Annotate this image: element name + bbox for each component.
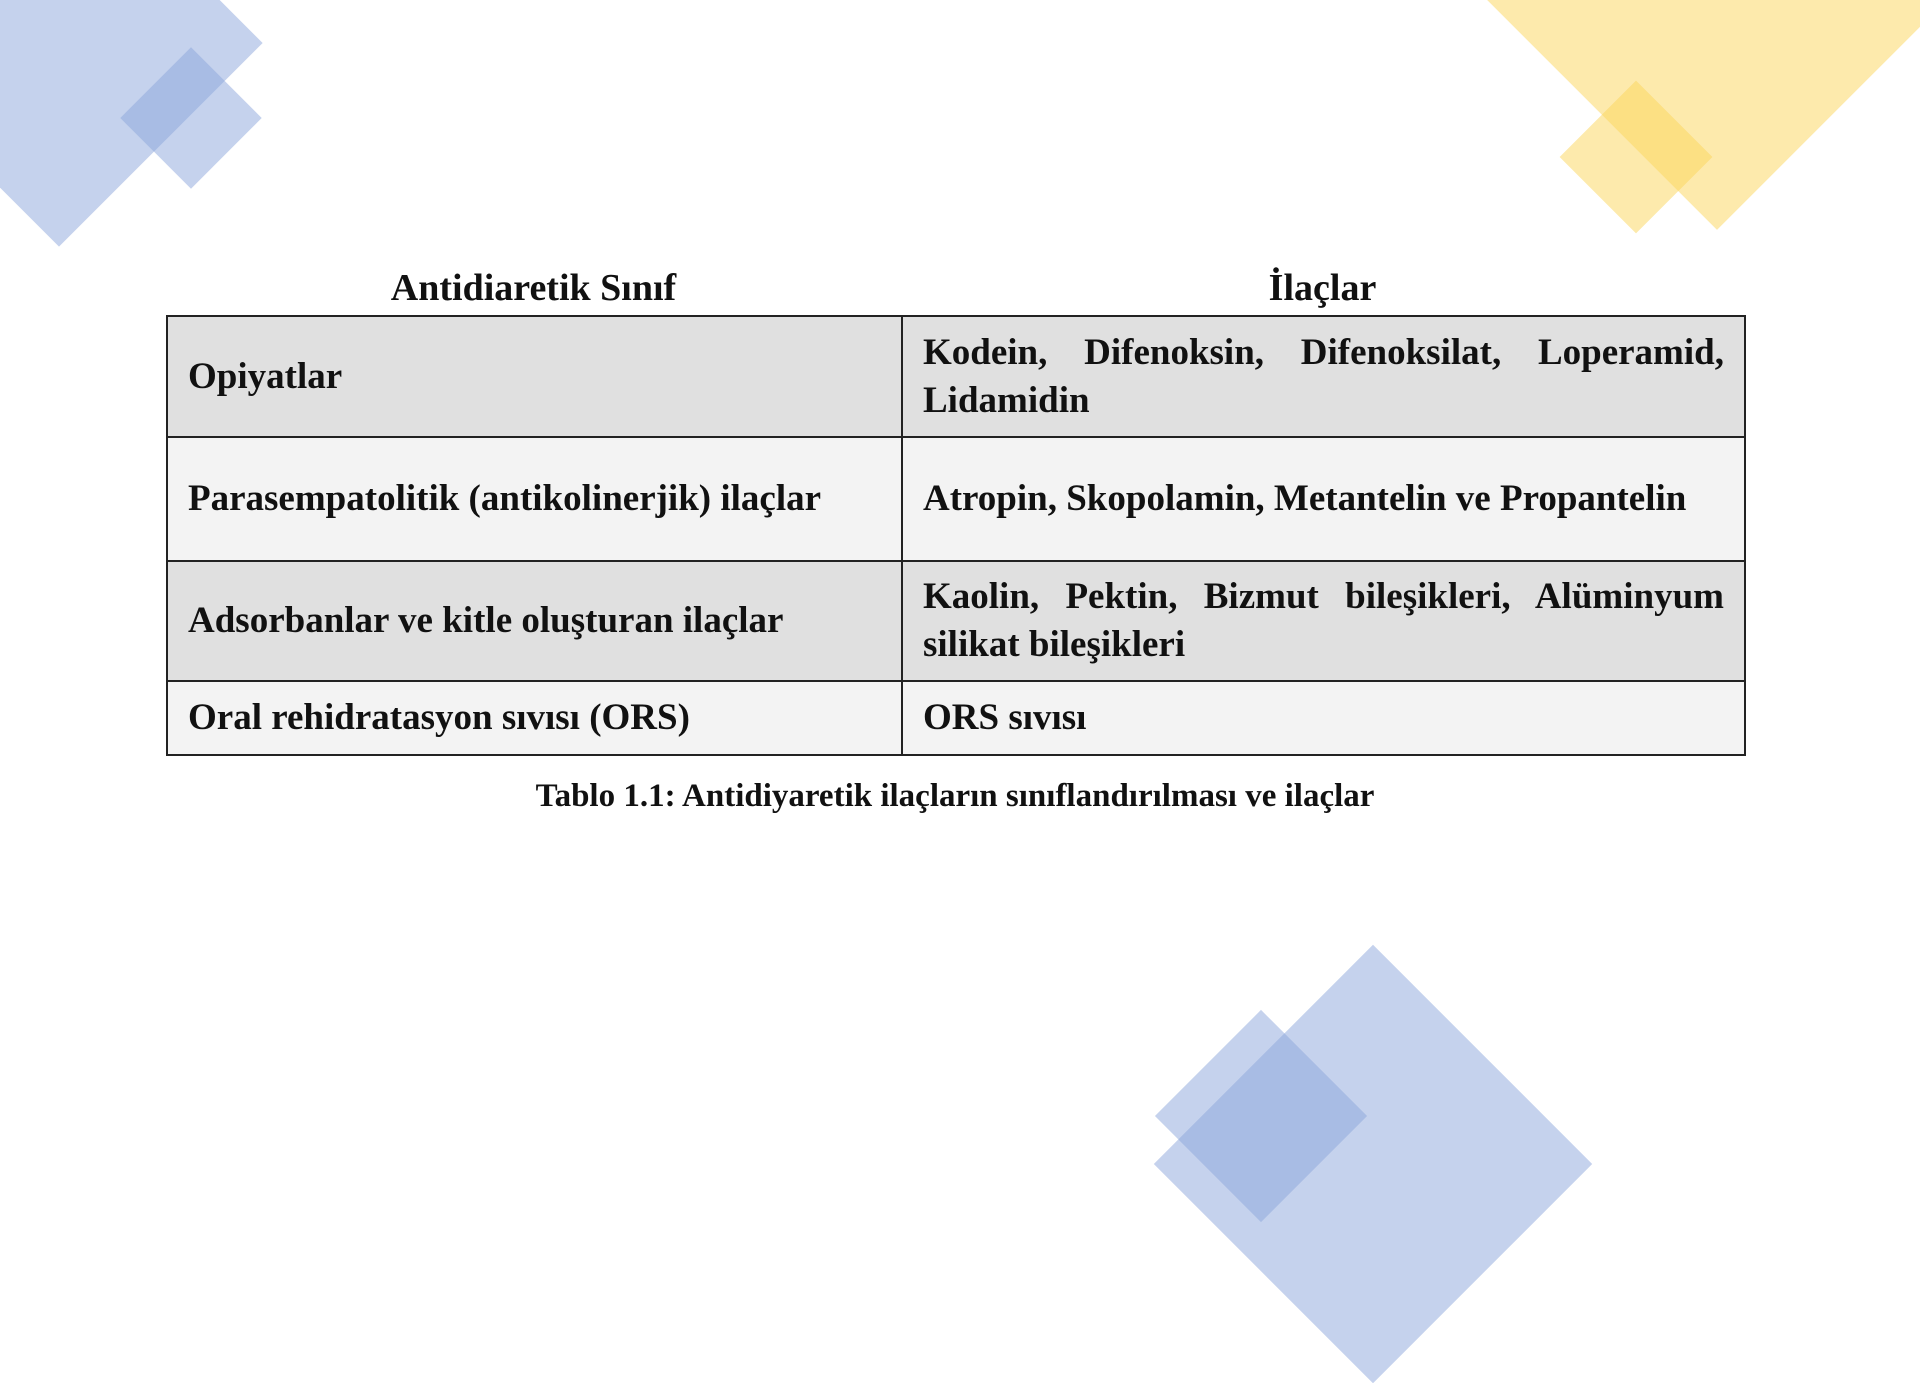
drugs-cell: Kodein, Difenoksin, Difenoksilat, Loperamid, Lidamidin: [902, 316, 1745, 437]
table-row: [167, 316, 1745, 437]
table-row: [167, 437, 1745, 561]
table-caption: Tablo 1.1: Antidiyaretik ilaçların sınıflandırılması ve ilaçlar: [535, 778, 1375, 814]
table-row: [167, 561, 1745, 681]
decor-diamond-yellow-large: [1475, 0, 1920, 230]
drugs-cell: Kaolin, Pektin, Bizmut bileşikleri, Alüminyum silikat bileşikleri: [902, 561, 1745, 681]
column-header-drugs: İlaçlar: [1268, 267, 1377, 309]
table-row: [167, 681, 1745, 755]
class-cell: Adsorbanlar ve kitle oluşturan ilaçlar: [167, 561, 902, 681]
column-header-class: Antidiaretik Sınıf: [390, 267, 677, 309]
drugs-cell: Atropin, Skopolamin, Metantelin ve Propantelin: [902, 437, 1745, 561]
class-cell: Opiyatlar: [167, 316, 902, 437]
drug-table: [166, 315, 1746, 756]
drugs-cell: ORS sıvısı: [902, 681, 1745, 755]
class-cell: Parasempatolitik (antikolinerjik) ilaçlar: [167, 437, 902, 561]
class-cell: Oral rehidratasyon sıvısı (ORS): [167, 681, 902, 755]
